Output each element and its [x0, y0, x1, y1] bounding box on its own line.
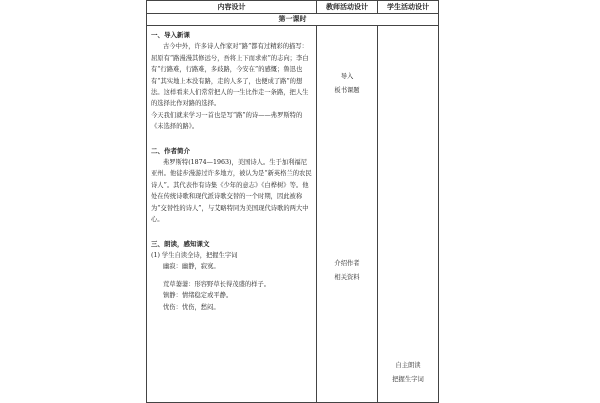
header-content-design: 内容设计 — [147, 1, 317, 14]
teacher-note-author: 介绍作者 — [334, 260, 360, 267]
teacher-note-intro: 导入 — [340, 73, 354, 80]
lesson-row — [147, 14, 439, 26]
section-1-paragraph: 古今中外，许多诗人作家对“路”都有过精彩的描写：屈原有“路漫漫其修远兮，吾将上下而求索”的志向；李白有“行路难，行路难，多歧路，今安在”的感慨；鲁迅也有“其实地上本没有路，走的人多了，也便成了路”的想法。这样看来人们常常把人的一生比作走一条路，把人生的选择比作对路的选择。 — [151, 43, 309, 108]
vocab-entry: 忧伤：忧伤，愁闷。 — [163, 303, 220, 311]
content-cell — [147, 26, 317, 403]
vocab-entry: 幽寂：幽静，寂寞。 — [163, 263, 220, 271]
teacher-note-title: 板书课题 — [334, 87, 360, 94]
header-teacher-activity: 教师活动设计 — [317, 1, 378, 14]
student-activity-cell — [378, 26, 439, 403]
teacher-note-materials: 相关资料 — [334, 274, 360, 281]
lesson-label: 第一课时 — [147, 14, 439, 26]
student-note-reading: 自主朗读 — [395, 362, 421, 369]
section-3-title: 三、朗读，感知课文 — [151, 239, 210, 248]
section-2-paragraph: 弗罗斯特(1874—1963)，美国诗人。生于加利福尼亚州。他徒步漫游过许多地方，被认为是“新英格兰的农民诗人”。其代表作有诗集《少年的意志》《白桦树》等。他处在传统诗歌和现代派诗歌交替的一个时期，因此被称为“交替性的诗人”，与艾略特同为美国现代诗歌的两大中心。 — [151, 159, 312, 224]
section-3-item: (1) 学生自读全诗，把握生字词 — [151, 251, 238, 259]
section-1-closing: 今天我们就来学习一首也是写“路”的诗——弗罗斯特的《未选择的路》。 — [151, 111, 303, 131]
lesson-plan-table-wrapper — [146, 0, 438, 400]
header-student-activity: 学生活动设计 — [378, 1, 439, 14]
section-2-title: 二、作者简介 — [151, 146, 190, 155]
section-1-title: 一、导入新课 — [151, 31, 190, 39]
lesson-plan-table — [146, 0, 439, 403]
vocab-entry: 镇静：情绪稳定或平静。 — [163, 292, 233, 300]
main-row — [147, 26, 439, 403]
header-row — [147, 1, 439, 14]
vocab-entry: 荒草萋萋：形容野草长得茂盛的样子。 — [163, 280, 271, 288]
teacher-activity-cell — [317, 26, 378, 403]
student-note-vocab: 把握生字词 — [392, 376, 424, 383]
